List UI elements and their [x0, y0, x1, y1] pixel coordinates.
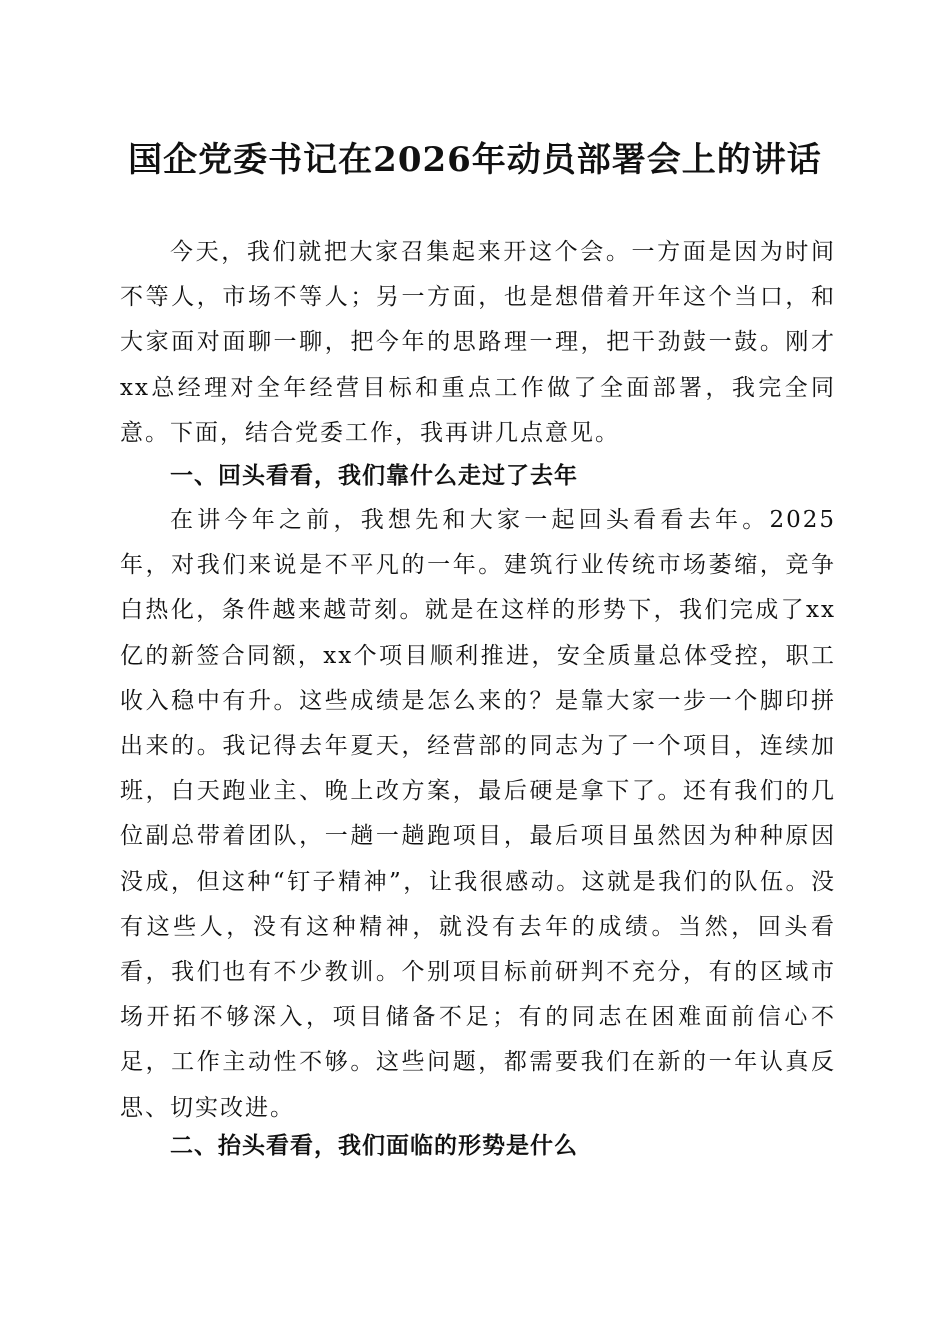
section-heading-one: 一、回头看看，我们靠什么走过了去年: [170, 463, 578, 489]
paragraph-review: 在讲今年之前，我想先和大家一起回头看看去年。2025年，对我们来说是不平凡的一年。建筑行业传统市场萎缩，竞争白热化，条件越来越苛刻。就是在这样的形势下，我们完成了xx亿的新签合同额，xx个项目顺利推进，安全质量总体受控，职工收入稳中有升。这些成绩是怎么来的？是靠大家一步一个脚印拼出来的。我记得去年夏天，经营部的同志为了一个项目，连续加班，白天跑业主、晚上改方案，最后硬是拿下了。还有我们的几位副总带着团队，一趟一趟跑项目，最后项目虽然因为种种原因没成，但这种“钉子精神”，让我很感动。这就是我们的队伍。没有这些人，没有这种精神，就没有去年的成绩。当然，回头看看，我们也有不少教训。个别项目标前研判不充分，有的区域市场开拓不够深入，项目储备不足；有的同志在困难面前信心不足，工作主动性不够。这些问题，都需要我们在新的一年认真反思、切实改进。: [120, 507, 836, 1121]
section-heading-two: 二、抬头看看，我们面临的形势是什么: [170, 1133, 578, 1159]
document-title: 国企党委书记在2026年动员部署会上的讲话: [128, 140, 822, 180]
paragraph-opening: 今天，我们就把大家召集起来开这个会。一方面是因为时间不等人，市场不等人；另一方面，也是想借着开年这个当口，和大家面对面聊一聊，把今年的思路理一理，把干劲鼓一鼓。刚才xx总经理对全年经营目标和重点工作做了全面部署，我完全同意。下面，结合党委工作，我再讲几点意见。: [120, 239, 836, 446]
